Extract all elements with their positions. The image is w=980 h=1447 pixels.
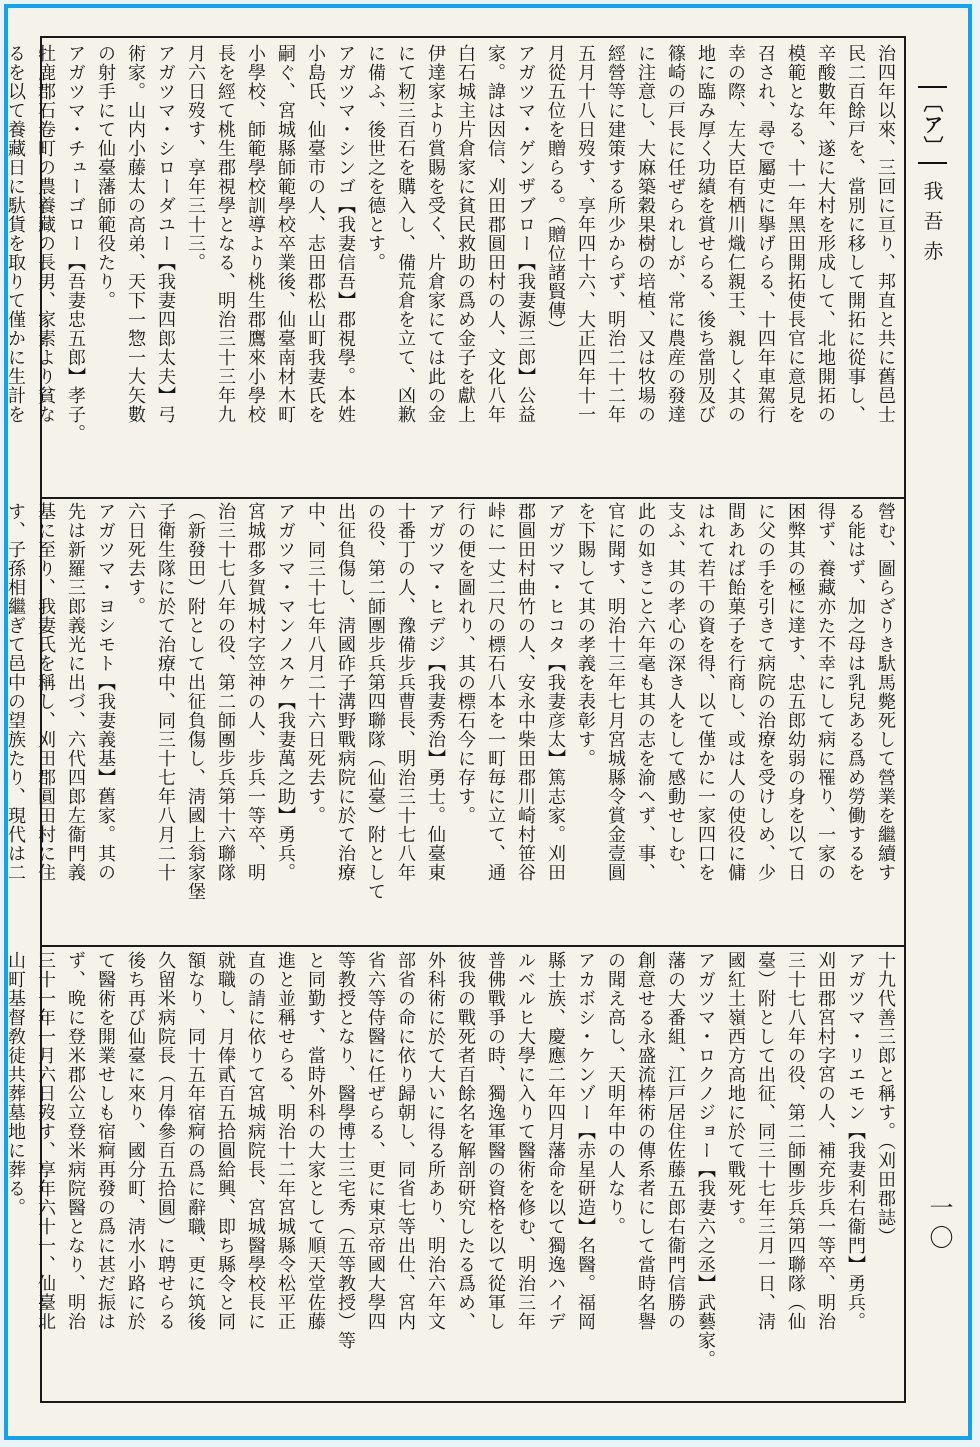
text-column: 召され、尋で屬吏に擧げらる、十四年車駕行 (755, 44, 776, 424)
text-column: 十番丁の人、豫備步兵曹長、明治三十七八年 (395, 502, 416, 882)
text-column: アガツマ・シンゴ【我妻信吾】郡視學。本姓 (335, 44, 356, 424)
text-column: 久留米病院長（月俸參百五拾圓）に聘せらる (155, 951, 176, 1331)
text-column: ルベルヒ大學に入りて醫術を修む、明治三年 (515, 951, 536, 1331)
text-column: 困弊其の極に達す、忠五郎幼弱の身を以て日 (785, 502, 806, 882)
text-column: に備ふ、後世之を德とす。 (365, 44, 386, 272)
page-number: 一〇 (925, 1195, 953, 1255)
text-column: を下賜して其の孝義を表彰す。 (575, 502, 596, 768)
section-middle (5, 502, 900, 940)
text-column: アガツマ・リエモン【我妻利右衞門】勇兵。 (845, 951, 866, 1331)
text-column: 月從五位を贈らる。（贈位諸賢傳） (545, 44, 566, 339)
text-column: 長を經て桃生郡視學となる、明治三十三年九 (215, 44, 236, 424)
text-column: の役、第二師團步兵第四聯隊（仙臺）附として (365, 502, 386, 901)
text-column: 官に聞す、明治十三年七月宮城縣令賞金壹圓 (605, 502, 626, 882)
text-column: 等教授となり、醫學博士三宅秀（五等教授）等 (335, 951, 356, 1350)
text-column: 創意せる永盛流棒術の傳系者にして當時名譽 (635, 951, 656, 1331)
text-column: 三十一年一月六日歿す、享年六十一、仙臺北 (35, 951, 56, 1331)
section-kana: 〔ア〕 (918, 86, 947, 164)
text-column: アガツマ・チューゴロー【吾妻忠五郎】孝子。 (65, 44, 86, 443)
text-column: 伊達家より賞賜を受く、片倉家にては此の金 (425, 44, 446, 424)
text-column: 模範となる、十一年黑田開拓使長官に意見を (785, 44, 806, 424)
text-column: 月六日歿す、享年三十三。 (185, 44, 206, 272)
text-column: 經營等に建策する所少からず、明治二十二年 (605, 44, 626, 424)
text-column: るを以て養藏日に馱貨を取りて僅かに生計を (5, 44, 26, 424)
text-column: 行の便を圖れり、其の標石今に存す。 (455, 502, 476, 825)
text-column: に父の手を引きて病院の治療を受けしめ、少 (755, 502, 776, 882)
text-column: アガツマ・ロクノジョー【我妻六之丞】武藝家。 (695, 951, 716, 1369)
text-column: 治三十七八年の役、第二師團步兵第十六聯隊 (215, 502, 236, 882)
text-column: 得ず、養藏亦た不幸にして病に罹り、一家の (815, 502, 836, 882)
text-column: 地に臨み厚く功績を賞せらる、後ち當別及び (695, 44, 716, 424)
text-column: 中、同三十七年八月二十六日死去す。 (305, 502, 326, 825)
text-column: 間あれば飴菓子を行商し、或は人の使役に傭 (725, 502, 746, 882)
text-column: 先は新羅三郎義光に出づ、六代四郎左衞門義 (65, 502, 86, 882)
text-column: 民二百餘戸を、當別に移して開拓に從事し、 (845, 44, 866, 424)
text-column: る能はず、加之母は乳兒ある爲め勞働するを (845, 502, 866, 882)
text-column: て醫術を開業せしも宿痾再發の爲に甚だ振は (95, 951, 116, 1331)
text-column: 後ち再び仙臺に來り、國分町、淸水小路に於 (125, 951, 146, 1331)
text-column: 幸の際、左大臣有栖川熾仁親王、親しく其の (725, 44, 746, 424)
text-column: す、子孫相繼ぎて邑中の望族たり、現代は二 (5, 502, 26, 882)
text-column: 嗣ぐ、宮城縣師範學校卒業後、仙臺南材木町 (275, 44, 296, 424)
text-column: に注意し、大麻築穀果樹の培植、又は牧場の (635, 44, 656, 424)
text-column: 省六等侍醫に任ぜらる、更に東京帝國大學四 (365, 951, 386, 1331)
index-characters: 我吾赤 (920, 180, 944, 271)
text-column: アガツマ・シローダユー【我妻四郎太夫】弓 (155, 44, 176, 424)
text-column: アガツマ・ヒコタ【我妻彦太】篤志家。刈田 (545, 502, 566, 882)
text-column: ず、晩に登米郡公立登米病院醫となり、明治 (65, 951, 86, 1331)
text-column: 彼我の戰死者百餘名を解剖研究したる爲め、 (455, 951, 476, 1331)
text-column: 峠に一丈二尺の標石八本を一町毎に立て、通 (485, 502, 506, 882)
section-bottom (5, 951, 900, 1397)
text-column: 直の請に依りて宮城病院長、宮城醫學校長に (245, 951, 266, 1331)
text-column: 縣士族、慶應二年四月藩命を以て獨逸ハイデ (545, 951, 566, 1331)
text-column: 三十七八年の役、第二師團步兵第四聯隊（仙 (785, 951, 806, 1331)
text-column: 白石城主片倉家に貧民救助の爲め金子を獻上 (455, 44, 476, 424)
section-top (5, 44, 900, 490)
section-divider-upper (40, 497, 906, 499)
text-column: 支ふ、其の孝心の深き人をして感動せしむ、 (665, 502, 686, 882)
text-column: 家。諱は因信、刈田郡圓田村の人、文化八年 (485, 44, 506, 424)
text-column: 額なり、同十五年宿痾の爲に辭職、更に筑後 (185, 951, 206, 1331)
text-column: の射手にて仙臺藩師範役たり。 (95, 44, 116, 310)
section-divider-lower (40, 945, 906, 947)
text-column: 郡圓田村曲竹の人、安永中柴田郡川崎村笹谷 (515, 502, 536, 882)
text-column: 出征負傷し、淸國砟子溝野戰病院に於て治療 (335, 502, 356, 882)
text-column: はれて若干の資を得、以て僅かに一家四口を (695, 502, 716, 882)
text-column: 外科術に於て大いに得る所あり、明治六年文 (425, 951, 446, 1331)
text-column: 宮城郡多賀城村字笠神の人、步兵一等卒、明 (245, 502, 266, 882)
text-column: 術家。山内小藤太の高弟、天下一惣一大矢數 (125, 44, 146, 424)
text-column: 就職し、月俸貳百五拾圓給興、即ち縣令と同 (215, 951, 236, 1331)
text-column: にて籾三百石を購入し、備荒倉を立て、凶歉 (395, 44, 416, 424)
text-column: 進と並稱せらる、明治十二年宮城縣令松平正 (275, 951, 296, 1331)
text-column: アガツマ・マンノスケ【我妻萬之助】勇兵。 (275, 502, 296, 882)
text-column: アガツマ・ヨシモト【我妻義基】舊家。其の (95, 502, 116, 882)
text-column: 此の如きこと六年毫も其の志を渝へず、事、 (635, 502, 656, 882)
text-column: 普佛戰爭の時、獨逸軍醫の資格を以て從軍し (485, 951, 506, 1331)
text-column: 基に至り、我妻氏を稱し、刈田郡圓田村に住 (35, 502, 56, 882)
text-column: アガツマ・ヒデジ【我妻秀治】勇士。仙臺東 (425, 502, 446, 882)
text-column: 十九代善三郎と稱す。（刈田郡誌） (875, 951, 896, 1246)
text-column: 小學校、師範學校訓導より桃生郡鷹來小學校 (245, 44, 266, 424)
text-column: 藩の大番組、江戸居住佐藤五郎右衞門信勝の (665, 951, 686, 1331)
text-column: アガツマ・ゲンザブロー【我妻源三郎】公益 (515, 44, 536, 424)
text-column: 辛酸數年、遂に大村を形成して、北地開拓の (815, 44, 836, 424)
text-column: 子衛生隊に於て治療中、同三十七年八月二十 (155, 502, 176, 882)
text-column: 國紅土嶺西方高地に於て戰死す。 (725, 951, 746, 1236)
text-column: 營む、圖らざりき馱馬斃死して營業を繼續す (875, 502, 896, 882)
text-column: 部省の命に依り歸朝し、同省七等出仕、宮内 (395, 951, 416, 1331)
text-column: 臺）附として出征、同三十七年三月一日、淸 (755, 951, 776, 1331)
text-column: 六日死去す。 (125, 502, 146, 616)
text-column: 山町基督敎徒共葬墓地に葬る。 (5, 951, 26, 1217)
text-column: 小島氏、仙臺市の人、志田郡松山町我妻氏を (305, 44, 326, 424)
text-column: （新發田）附として出征負傷し、淸國上翁家堡 (185, 502, 206, 901)
running-header (918, 86, 947, 270)
text-column: 治四年以來、三回に亘り、邦直と共に舊邑士 (875, 44, 896, 424)
text-column: 篠崎の戸長に任ぜられしが、常に農産の發達 (665, 44, 686, 424)
text-column: 刈田郡宮村字宮の人、補充步兵一等卒、明治 (815, 951, 836, 1331)
text-column: 五月十八日歿す、享年四十六、大正四年十一 (575, 44, 596, 424)
text-column: と同勤す、當時外科の大家として順天堂佐藤 (305, 951, 326, 1331)
text-column: の聞え高し、天明年中の人なり。 (605, 951, 626, 1236)
text-column: アカボシ・ケンゾー【赤星研造】名醫。福岡 (575, 951, 596, 1331)
text-column: 牡鹿郡石卷町の農養藏の長男、家素より貧な (35, 44, 56, 424)
